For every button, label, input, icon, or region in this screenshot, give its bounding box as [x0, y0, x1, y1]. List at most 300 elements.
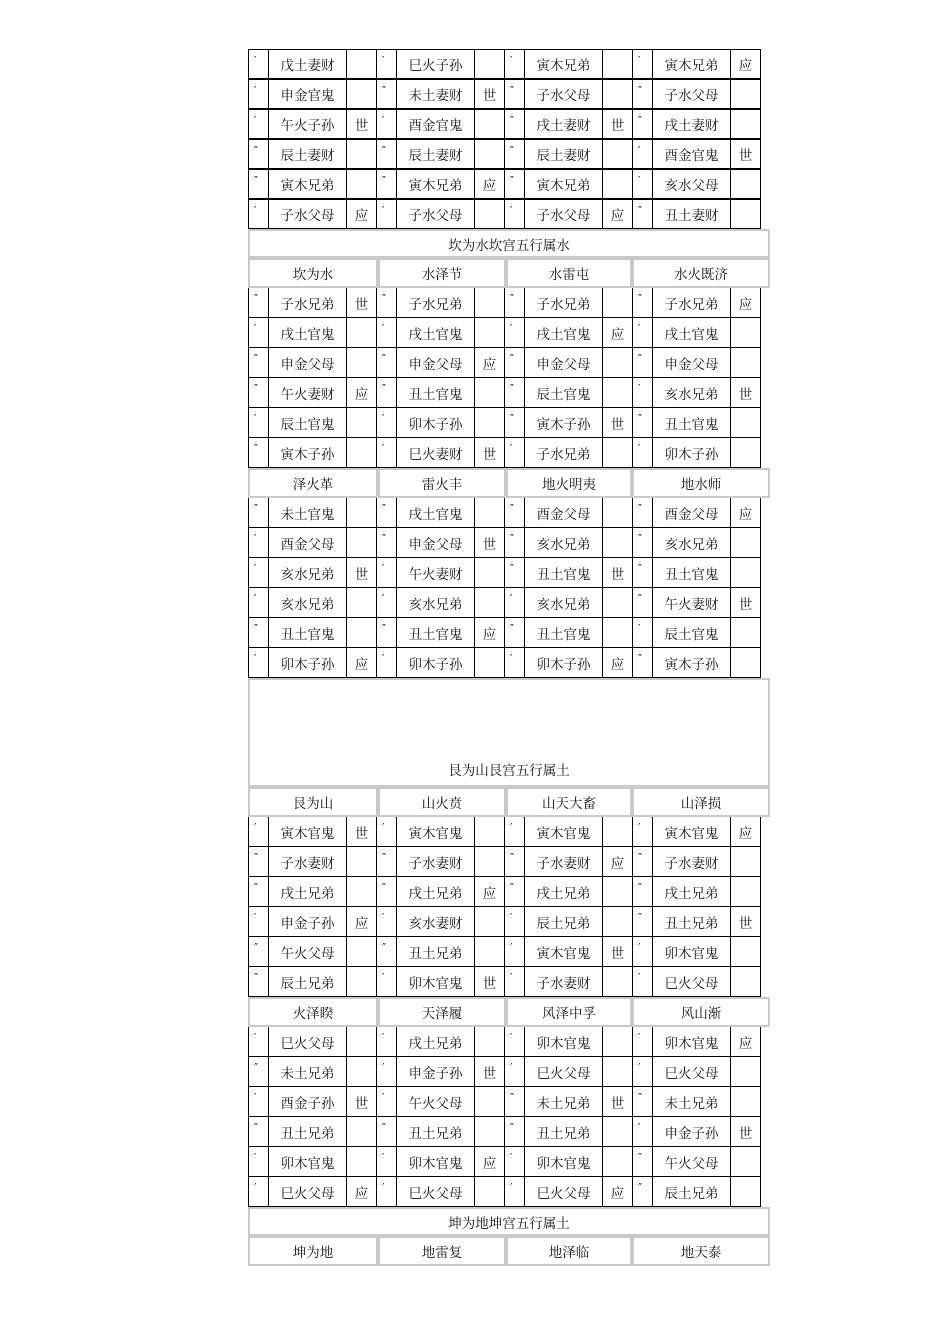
hexagram-name: 风泽中孚 — [506, 997, 632, 1027]
position-marker — [603, 877, 633, 907]
hexagram-name: 泽火革 — [248, 468, 378, 498]
line-label: 申金父母 — [269, 348, 347, 378]
line-label: 卯木子孙 — [397, 408, 475, 438]
line-label: 申金子孙 — [653, 1117, 731, 1147]
yao-mark: ″ — [633, 907, 653, 937]
line-label: 午火父母 — [653, 1147, 731, 1177]
position-marker — [475, 817, 505, 847]
hexagram-name-row — [248, 997, 770, 1027]
line-label: 寅木官鬼 — [525, 817, 603, 847]
yao-mark: ′ — [505, 1057, 525, 1087]
line-label: 寅木官鬼 — [525, 937, 603, 967]
hexagram-name: 地火明夷 — [506, 468, 632, 498]
position-marker: 世 — [347, 288, 377, 318]
position-marker: 应 — [475, 169, 505, 199]
line-label: 戌土妻财 — [653, 109, 731, 139]
yao-mark: ′ — [249, 817, 269, 847]
yao-mark: ′ — [377, 907, 397, 937]
position-marker — [347, 1027, 377, 1057]
yao-mark: ′ — [633, 438, 653, 468]
line-label: 寅木子孙 — [653, 648, 731, 678]
line-grid — [248, 49, 770, 229]
line-label: 未土兄弟 — [653, 1087, 731, 1117]
line-label: 酉金父母 — [653, 498, 731, 528]
position-marker — [603, 49, 633, 79]
line-label: 寅木兄弟 — [269, 169, 347, 199]
yao-mark: ″ — [249, 139, 269, 169]
position-marker — [603, 348, 633, 378]
yao-mark: ′ — [505, 907, 525, 937]
position-marker: 应 — [731, 288, 761, 318]
hexagram-name: 水泽节 — [378, 258, 506, 288]
position-marker — [731, 937, 761, 967]
yao-mark: ′ — [249, 318, 269, 348]
yao-mark: ′ — [505, 1147, 525, 1177]
yao-mark: ′ — [377, 967, 397, 997]
hexagram-name: 山天大畜 — [506, 787, 632, 817]
line-label: 戌土兄弟 — [397, 1027, 475, 1057]
yao-mark: ′ — [249, 1147, 269, 1177]
position-marker — [475, 498, 505, 528]
line-label: 申金父母 — [397, 348, 475, 378]
line-label: 申金子孙 — [397, 1057, 475, 1087]
yao-mark: ′ — [377, 49, 397, 79]
line-label: 未土兄弟 — [525, 1087, 603, 1117]
position-marker — [347, 169, 377, 199]
line-label: 辰土官鬼 — [653, 618, 731, 648]
line-label: 午火妻财 — [397, 558, 475, 588]
yao-mark: ″ — [377, 1117, 397, 1147]
yao-mark: ″ — [377, 618, 397, 648]
position-marker — [475, 1027, 505, 1057]
line-label: 戌土官鬼 — [269, 318, 347, 348]
line-label: 寅木子孙 — [269, 438, 347, 468]
yao-mark: ′ — [505, 1177, 525, 1207]
position-marker — [731, 1177, 761, 1207]
position-marker: 世 — [347, 109, 377, 139]
position-marker: 应 — [603, 648, 633, 678]
position-marker: 应 — [731, 817, 761, 847]
palace-title-row: 坤为地坤宫五行属土 — [248, 1207, 770, 1236]
line-label: 巳火父母 — [269, 1027, 347, 1057]
position-marker — [475, 318, 505, 348]
yao-mark: ′ — [377, 558, 397, 588]
hexagram-name: 山火贲 — [378, 787, 506, 817]
line-label: 午火父母 — [269, 937, 347, 967]
position-marker — [603, 1057, 633, 1087]
yao-mark: ′ — [505, 648, 525, 678]
position-marker: 应 — [347, 1177, 377, 1207]
line-label: 寅木兄弟 — [525, 49, 603, 79]
line-label: 戊土妻财 — [269, 49, 347, 79]
position-marker — [475, 139, 505, 169]
line-label: 巳火父母 — [269, 1177, 347, 1207]
hexagram-name: 雷火丰 — [378, 468, 506, 498]
position-marker — [603, 79, 633, 109]
line-label: 寅木子孙 — [525, 408, 603, 438]
yao-mark: ″ — [633, 199, 653, 229]
line-label: 卯木官鬼 — [397, 1147, 475, 1177]
position-marker — [347, 847, 377, 877]
yao-mark: ″ — [505, 288, 525, 318]
yao-mark: ″ — [633, 79, 653, 109]
position-marker — [603, 967, 633, 997]
yao-mark: ″ — [633, 288, 653, 318]
position-marker: 世 — [347, 1087, 377, 1117]
yao-mark: ″ — [633, 1087, 653, 1117]
line-label: 巳火父母 — [397, 1177, 475, 1207]
position-marker — [603, 528, 633, 558]
position-marker — [347, 1057, 377, 1087]
yao-mark: ′ — [505, 49, 525, 79]
yao-mark: ″ — [505, 139, 525, 169]
yao-mark: ′ — [377, 648, 397, 678]
line-label: 戌土兄弟 — [653, 877, 731, 907]
position-marker: 世 — [347, 817, 377, 847]
position-marker — [347, 49, 377, 79]
position-marker — [731, 348, 761, 378]
line-label: 巳火父母 — [653, 1057, 731, 1087]
line-label: 卯木官鬼 — [397, 967, 475, 997]
yao-mark: ″ — [505, 528, 525, 558]
yao-mark: ″ — [505, 847, 525, 877]
line-label: 申金子孙 — [269, 907, 347, 937]
yao-mark: ″ — [377, 528, 397, 558]
line-label: 子水妻财 — [653, 847, 731, 877]
line-label: 戌土兄弟 — [525, 877, 603, 907]
yao-mark: ′ — [249, 648, 269, 678]
yao-mark: ″ — [505, 1087, 525, 1117]
position-marker — [475, 1177, 505, 1207]
yao-mark: ′ — [633, 1057, 653, 1087]
position-marker: 应 — [475, 618, 505, 648]
line-label: 戌土官鬼 — [525, 318, 603, 348]
hexagram-name: 风山渐 — [632, 997, 770, 1027]
position-marker — [347, 937, 377, 967]
hexagram-name: 地水师 — [632, 468, 770, 498]
line-grid — [248, 1027, 770, 1207]
line-label: 卯木子孙 — [525, 648, 603, 678]
yao-mark: ″ — [377, 79, 397, 109]
yao-mark: ″ — [249, 498, 269, 528]
line-label: 子水兄弟 — [397, 288, 475, 318]
line-label: 辰土妻财 — [525, 139, 603, 169]
line-label: 辰土兄弟 — [653, 1177, 731, 1207]
position-marker — [731, 1087, 761, 1117]
position-marker — [475, 1117, 505, 1147]
position-marker — [347, 588, 377, 618]
position-marker — [475, 378, 505, 408]
hexagram-name: 艮为山 — [248, 787, 378, 817]
position-marker: 世 — [731, 588, 761, 618]
line-label: 巳火父母 — [525, 1057, 603, 1087]
yao-mark: ″ — [249, 967, 269, 997]
yao-mark: ′ — [505, 967, 525, 997]
line-label: 申金官鬼 — [269, 79, 347, 109]
line-label: 丑土官鬼 — [653, 408, 731, 438]
line-label: 酉金父母 — [525, 498, 603, 528]
position-marker — [347, 528, 377, 558]
position-marker — [475, 199, 505, 229]
yao-mark: ″ — [633, 348, 653, 378]
yao-mark: ′ — [249, 1177, 269, 1207]
yao-mark: ′ — [633, 937, 653, 967]
position-marker — [347, 318, 377, 348]
line-label: 子水兄弟 — [653, 288, 731, 318]
yao-mark: ″ — [249, 348, 269, 378]
line-label: 卯木子孙 — [269, 648, 347, 678]
yao-mark: ″ — [377, 847, 397, 877]
yao-mark: ′ — [505, 1027, 525, 1057]
position-marker — [347, 967, 377, 997]
line-label: 巳火妻财 — [397, 438, 475, 468]
hexagram-name: 山泽损 — [632, 787, 770, 817]
yao-mark: ′ — [505, 438, 525, 468]
yao-mark: ″ — [249, 1117, 269, 1147]
position-marker — [731, 438, 761, 468]
position-marker — [475, 1087, 505, 1117]
yao-mark: ″ — [249, 169, 269, 199]
yao-mark: ′ — [249, 408, 269, 438]
line-label: 子水父母 — [269, 199, 347, 229]
yao-mark: ″ — [505, 558, 525, 588]
position-marker: 应 — [347, 907, 377, 937]
line-label: 丑土官鬼 — [397, 618, 475, 648]
position-marker — [347, 498, 377, 528]
yao-mark: ″ — [377, 877, 397, 907]
palace-title-row: 艮为山艮宫五行属土 — [248, 678, 770, 787]
line-label: 酉金官鬼 — [653, 139, 731, 169]
yao-mark: ″ — [633, 558, 653, 588]
yao-mark: ′ — [505, 817, 525, 847]
line-label: 子水兄弟 — [525, 288, 603, 318]
line-label: 辰土兄弟 — [269, 967, 347, 997]
yao-mark: ″ — [249, 618, 269, 648]
line-label: 丑土官鬼 — [525, 558, 603, 588]
yao-mark: ″ — [377, 378, 397, 408]
position-marker — [347, 408, 377, 438]
position-marker — [347, 618, 377, 648]
position-marker — [475, 558, 505, 588]
yao-mark: ″ — [633, 408, 653, 438]
yao-mark: ′ — [377, 438, 397, 468]
position-marker: 世 — [731, 1117, 761, 1147]
hexagram-name: 水雷屯 — [506, 258, 632, 288]
line-label: 辰土兄弟 — [525, 907, 603, 937]
hexagram-name-row — [248, 1236, 770, 1266]
yao-mark: ″ — [249, 877, 269, 907]
line-label: 卯木子孙 — [653, 438, 731, 468]
line-label: 丑土兄弟 — [397, 937, 475, 967]
yao-mark: ″ — [377, 348, 397, 378]
yao-mark: ′ — [633, 378, 653, 408]
position-marker — [347, 1147, 377, 1177]
position-marker — [347, 877, 377, 907]
position-marker — [347, 79, 377, 109]
hexagram-name: 地天泰 — [632, 1236, 770, 1266]
position-marker — [475, 408, 505, 438]
hexagram-name-row — [248, 787, 770, 817]
yao-mark: ′ — [377, 318, 397, 348]
yao-mark: ′ — [633, 1117, 653, 1147]
yao-mark: ″ — [505, 109, 525, 139]
hexagram-name: 地泽临 — [506, 1236, 632, 1266]
line-label: 酉金父母 — [269, 528, 347, 558]
position-marker — [603, 907, 633, 937]
line-label: 午火父母 — [397, 1087, 475, 1117]
yao-mark: ″ — [505, 1117, 525, 1147]
position-marker — [475, 937, 505, 967]
yao-mark: ′ — [377, 588, 397, 618]
yao-mark: ′ — [633, 967, 653, 997]
line-label: 申金父母 — [525, 348, 603, 378]
line-label: 寅木兄弟 — [653, 49, 731, 79]
line-label: 卯木官鬼 — [653, 937, 731, 967]
yao-mark: ′ — [249, 528, 269, 558]
yao-mark: ′ — [377, 109, 397, 139]
line-label: 丑土兄弟 — [525, 1117, 603, 1147]
line-label: 亥水兄弟 — [525, 588, 603, 618]
line-label: 戌土妻财 — [525, 109, 603, 139]
line-label: 子水父母 — [525, 79, 603, 109]
position-marker — [603, 588, 633, 618]
position-marker — [731, 318, 761, 348]
yao-mark: ″ — [377, 937, 397, 967]
position-marker — [475, 648, 505, 678]
position-marker — [731, 847, 761, 877]
line-grid — [248, 288, 770, 468]
line-label: 午火妻财 — [653, 588, 731, 618]
yao-mark: ″ — [633, 498, 653, 528]
yao-mark: ′ — [633, 817, 653, 847]
line-label: 丑土官鬼 — [397, 378, 475, 408]
line-label: 申金父母 — [397, 528, 475, 558]
yao-mark: ′ — [505, 318, 525, 348]
line-label: 巳火子孙 — [397, 49, 475, 79]
yao-mark: ′ — [249, 907, 269, 937]
line-label: 寅木官鬼 — [397, 817, 475, 847]
line-label: 戌土官鬼 — [653, 318, 731, 348]
yao-mark: ′ — [377, 408, 397, 438]
line-label: 丑土兄弟 — [653, 907, 731, 937]
yao-mark: ′ — [633, 318, 653, 348]
line-label: 辰土官鬼 — [525, 378, 603, 408]
position-marker — [731, 648, 761, 678]
yao-mark: ′ — [377, 199, 397, 229]
line-label: 午火妻财 — [269, 378, 347, 408]
line-label: 寅木官鬼 — [653, 817, 731, 847]
line-label: 卯木官鬼 — [525, 1027, 603, 1057]
yao-mark: ′ — [633, 139, 653, 169]
line-label: 寅木官鬼 — [269, 817, 347, 847]
position-marker: 应 — [347, 378, 377, 408]
yao-mark: ″ — [633, 528, 653, 558]
position-marker: 世 — [603, 937, 633, 967]
yao-mark: ″ — [505, 79, 525, 109]
position-marker — [603, 1117, 633, 1147]
position-marker: 世 — [475, 967, 505, 997]
position-marker: 应 — [731, 49, 761, 79]
line-label: 亥水兄弟 — [269, 588, 347, 618]
line-label: 子水妻财 — [525, 847, 603, 877]
yao-mark: ′ — [633, 618, 653, 648]
position-marker: 应 — [731, 1027, 761, 1057]
yao-mark: ″ — [633, 109, 653, 139]
yao-mark: ″ — [377, 139, 397, 169]
yao-mark: ′ — [377, 1087, 397, 1117]
yao-mark: ″ — [505, 348, 525, 378]
yao-mark: ″ — [505, 877, 525, 907]
hexagram-table-document — [248, 49, 770, 1266]
yao-mark: ′ — [249, 109, 269, 139]
position-marker: 世 — [475, 528, 505, 558]
yao-mark: ″ — [249, 937, 269, 967]
position-marker — [731, 408, 761, 438]
position-marker — [731, 877, 761, 907]
yao-mark: ″ — [633, 1147, 653, 1177]
line-label: 丑土官鬼 — [653, 558, 731, 588]
line-label: 丑土妻财 — [653, 199, 731, 229]
position-marker: 世 — [603, 558, 633, 588]
position-marker: 世 — [603, 109, 633, 139]
line-label: 亥水兄弟 — [269, 558, 347, 588]
line-label: 丑土官鬼 — [269, 618, 347, 648]
position-marker: 应 — [603, 318, 633, 348]
position-marker — [347, 139, 377, 169]
yao-mark: ″ — [377, 498, 397, 528]
position-marker: 应 — [475, 348, 505, 378]
yao-mark: ′ — [633, 49, 653, 79]
hexagram-name: 火泽睽 — [248, 997, 378, 1027]
yao-mark: ′ — [377, 1177, 397, 1207]
position-marker — [603, 288, 633, 318]
yao-mark: ″ — [377, 288, 397, 318]
yao-mark: ″ — [505, 169, 525, 199]
position-marker: 世 — [475, 79, 505, 109]
line-label: 寅木兄弟 — [397, 169, 475, 199]
hexagram-name-row — [248, 258, 770, 288]
position-marker — [731, 109, 761, 139]
yao-mark: ′ — [633, 169, 653, 199]
line-label: 亥水兄弟 — [397, 588, 475, 618]
line-label: 子水兄弟 — [525, 438, 603, 468]
position-marker: 世 — [603, 1087, 633, 1117]
line-label: 亥水父母 — [653, 169, 731, 199]
line-label: 卯木子孙 — [397, 648, 475, 678]
position-marker — [731, 618, 761, 648]
position-marker — [603, 817, 633, 847]
line-label: 亥水妻财 — [397, 907, 475, 937]
position-marker: 应 — [603, 847, 633, 877]
line-label: 子水父母 — [525, 199, 603, 229]
line-label: 辰土妻财 — [397, 139, 475, 169]
position-marker — [603, 498, 633, 528]
yao-mark: ″ — [249, 438, 269, 468]
position-marker — [475, 588, 505, 618]
yao-mark: ′ — [377, 817, 397, 847]
line-label: 亥水兄弟 — [525, 528, 603, 558]
line-label: 丑土兄弟 — [397, 1117, 475, 1147]
position-marker: 应 — [475, 1147, 505, 1177]
position-marker — [731, 1057, 761, 1087]
line-label: 戌土官鬼 — [397, 498, 475, 528]
yao-mark: ′ — [505, 199, 525, 229]
position-marker: 世 — [475, 438, 505, 468]
position-marker — [347, 348, 377, 378]
line-label: 酉金官鬼 — [397, 109, 475, 139]
position-marker — [475, 847, 505, 877]
position-marker: 应 — [603, 199, 633, 229]
